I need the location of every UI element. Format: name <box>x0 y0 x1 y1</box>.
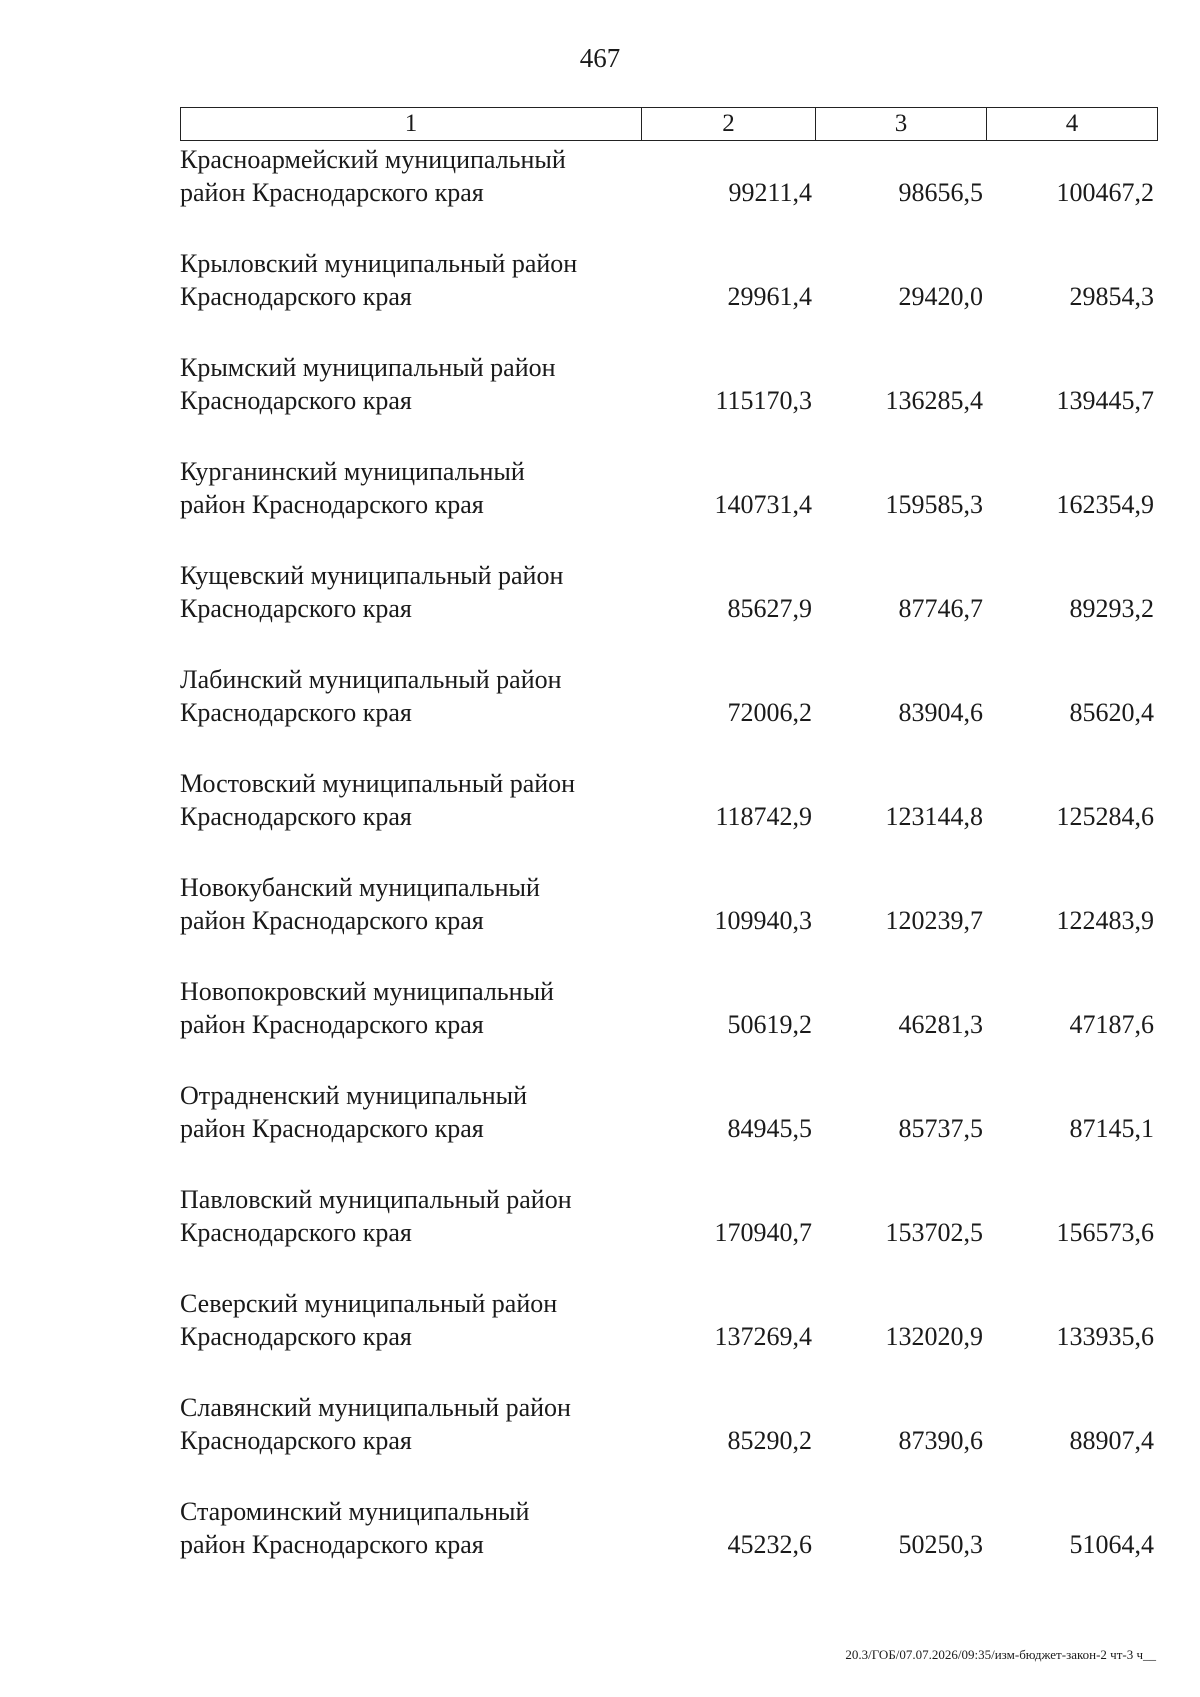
district-name-line-2: район Краснодарского края <box>180 1114 484 1143</box>
value-col-2: 50619,2 <box>727 1010 812 1039</box>
value-col-2: 85290,2 <box>727 1426 812 1455</box>
value-col-2: 140731,4 <box>714 490 812 519</box>
district-name-line-2: Краснодарского края <box>180 386 412 415</box>
district-name-line-2: Краснодарского края <box>180 698 412 727</box>
district-name-line-2: Краснодарского края <box>180 1218 412 1247</box>
value-col-2: 137269,4 <box>714 1322 812 1351</box>
value-col-3: 98656,5 <box>898 178 983 207</box>
value-col-4: 29854,3 <box>1069 282 1154 311</box>
value-col-2: 118742,9 <box>715 802 812 831</box>
value-col-4: 85620,4 <box>1069 698 1154 727</box>
table-row <box>180 1079 1158 1183</box>
table-row <box>180 143 1158 247</box>
value-col-4: 162354,9 <box>1056 490 1154 519</box>
district-name-line-1: Кущевский муниципальный район <box>180 561 564 590</box>
district-name-line-1: Староминский муниципальный <box>180 1497 530 1526</box>
district-name <box>180 975 650 1041</box>
value-col-3: 83904,6 <box>898 698 983 727</box>
header-col-1: 1 <box>181 108 642 140</box>
district-name-line-2: район Краснодарского края <box>180 490 484 519</box>
district-name <box>180 351 650 417</box>
value-col-2: 85627,9 <box>727 594 812 623</box>
value-col-3: 87390,6 <box>898 1426 983 1455</box>
value-col-2: 84945,5 <box>727 1114 812 1143</box>
table-row <box>180 559 1158 663</box>
district-name-line-1: Северский муниципальный район <box>180 1289 558 1318</box>
district-name <box>180 1079 650 1145</box>
district-name-line-2: район Краснодарского края <box>180 1530 484 1559</box>
value-col-4: 125284,6 <box>1056 802 1154 831</box>
district-name-line-2: район Краснодарского края <box>180 1010 484 1039</box>
district-name <box>180 871 650 937</box>
page-number: 467 <box>579 43 621 73</box>
value-col-2: 45232,6 <box>727 1530 812 1559</box>
table-row <box>180 1183 1158 1287</box>
district-name <box>180 1287 650 1353</box>
district-name-line-1: Крыловский муниципальный район <box>180 249 578 278</box>
district-name-line-1: Крымский муниципальный район <box>180 353 556 382</box>
value-col-3: 136285,4 <box>885 386 983 415</box>
district-name-line-1: Славянский муниципальный район <box>180 1393 571 1422</box>
value-col-4: 87145,1 <box>1069 1114 1154 1143</box>
table-row <box>180 663 1158 767</box>
table-row <box>180 1391 1158 1495</box>
table-header <box>180 107 1158 141</box>
value-col-4: 89293,2 <box>1069 594 1154 623</box>
value-col-3: 153702,5 <box>885 1218 983 1247</box>
table-row <box>180 767 1158 871</box>
table-row <box>180 1287 1158 1391</box>
table-row <box>180 247 1158 351</box>
district-name-line-2: Краснодарского края <box>180 594 412 623</box>
district-name-line-1: Курганинский муниципальный <box>180 457 525 486</box>
value-col-3: 50250,3 <box>898 1530 983 1559</box>
district-name-line-1: Лабинский муниципальный район <box>180 665 562 694</box>
value-col-4: 156573,6 <box>1056 1218 1154 1247</box>
value-col-2: 115170,3 <box>715 386 812 415</box>
district-name <box>180 247 650 313</box>
header-col-2: 2 <box>642 108 816 140</box>
district-name-line-1: Красноармейский муниципальный <box>180 145 566 174</box>
value-col-2: 99211,4 <box>728 178 812 207</box>
district-name <box>180 767 650 833</box>
value-col-3: 123144,8 <box>885 802 983 831</box>
district-name-line-1: Павловский муниципальный район <box>180 1185 572 1214</box>
table-row <box>180 455 1158 559</box>
district-name <box>180 1183 650 1249</box>
table-row <box>180 975 1158 1079</box>
value-col-2: 170940,7 <box>714 1218 812 1247</box>
value-col-2: 72006,2 <box>727 698 812 727</box>
district-name-line-2: район Краснодарского края <box>180 906 484 935</box>
table-row <box>180 351 1158 455</box>
value-col-3: 120239,7 <box>885 906 983 935</box>
value-col-3: 87746,7 <box>898 594 983 623</box>
value-col-3: 159585,3 <box>885 490 983 519</box>
district-name-line-2: район Краснодарского края <box>180 178 484 207</box>
value-col-4: 122483,9 <box>1056 906 1154 935</box>
value-col-2: 29961,4 <box>727 282 812 311</box>
value-col-3: 132020,9 <box>885 1322 983 1351</box>
value-col-4: 88907,4 <box>1069 1426 1154 1455</box>
district-name-line-2: Краснодарского края <box>180 1426 412 1455</box>
value-col-4: 51064,4 <box>1069 1530 1154 1559</box>
value-col-4: 139445,7 <box>1056 386 1154 415</box>
district-name-line-2: Краснодарского края <box>180 1322 412 1351</box>
header-col-4: 4 <box>1065 110 1079 137</box>
value-col-4: 133935,6 <box>1056 1322 1154 1351</box>
value-col-4: 47187,6 <box>1069 1010 1154 1039</box>
district-name <box>180 455 650 521</box>
value-col-4: 100467,2 <box>1056 178 1154 207</box>
district-name-line-1: Мостовский муниципальный район <box>180 769 576 798</box>
district-name-line-1: Новокубанский муниципальный <box>180 873 540 902</box>
district-name-line-2: Краснодарского края <box>180 282 412 311</box>
district-name-line-1: Отрадненский муниципальный <box>180 1081 528 1110</box>
footer-document-code: 20.3/ГОБ/07.07.2026/09:35/изм-бюджет-закон-2 чт-3 ч__ <box>845 1647 1156 1662</box>
header-col-3: 3 <box>816 108 987 140</box>
district-name-line-1: Новопокровский муниципальный <box>180 977 554 1006</box>
value-col-3: 85737,5 <box>898 1114 983 1143</box>
district-name <box>180 1495 650 1561</box>
district-name <box>180 559 650 625</box>
table-row <box>180 871 1158 975</box>
district-name-line-2: Краснодарского края <box>180 802 412 831</box>
table-body <box>180 143 1158 1599</box>
value-col-3: 29420,0 <box>898 282 983 311</box>
district-name <box>180 1391 650 1457</box>
district-name <box>180 143 650 209</box>
district-name <box>180 663 650 729</box>
table-row <box>180 1495 1158 1599</box>
value-col-2: 109940,3 <box>714 906 812 935</box>
value-col-3: 46281,3 <box>898 1010 983 1039</box>
